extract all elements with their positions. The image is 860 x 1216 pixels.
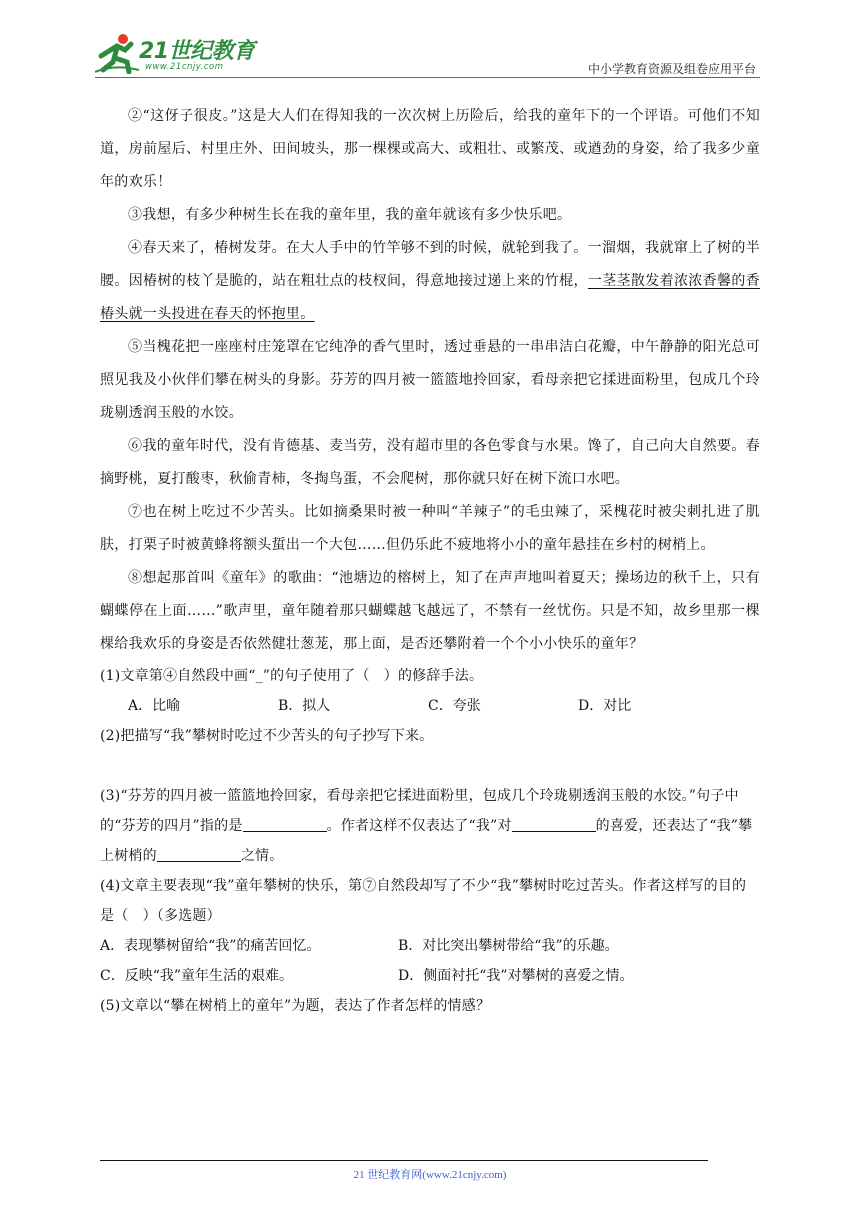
option-a[interactable]: A．表现攀树留给“我”的痛苦回忆。 [100,938,321,954]
option-d[interactable]: D．对比 [578,698,632,714]
question-2: (2)把描写“我”攀树时吃过不少苦头的句子抄写下来。 [100,728,434,744]
logo-url: www.21cnjy.com [145,62,224,72]
footer-text[interactable]: 21 世纪教育网(www.21cnjy.com) [353,1169,507,1181]
paragraph-5: ⑤当槐花把一座座村庄笼罩在它纯净的香气里时，透过垂悬的一串串洁白花瓣，中午静静的阳光总可照见我及小伙伴们攀在树头的身影。芬芳的四月被一篮篮地拎回家，看母亲把它揉进面粉里，包成几个玲珑剔透润玉般的水饺。 [100,339,760,421]
option-b[interactable]: B．对比突出攀树带给“我”的乐趣。 [398,938,619,954]
platform-name: 中小学教育资源及组卷应用平台 [587,62,756,76]
question-1: (1)文章第④自然段中画“_”的句子使用了（ ）的修辞手法。 [100,668,484,684]
answer-blank-2[interactable] [512,817,596,832]
paragraph-8: ⑧想起那首叫《童年》的歌曲：“池塘边的榕树上，知了在声声地叫着夏天；操场边的秋千上，只有蝴蝶停在上面……”歌声里，童年随着那只蝴蝶越飞越远了，不禁有一丝忧伤。只是不知，故乡里那一棵棵给我欢乐的身姿是否依然健壮葱茏，那上面，是否还攀附着一个个小小快乐的童年？ [100,570,760,652]
paragraph-3: ③我想，有多少种树生长在我的童年里，我的童年就该有多少快乐吧。 [128,207,572,223]
question-5: (5)文章以“攀在树梢上的童年”为题，表达了作者怎样的情感？ [100,998,491,1014]
paragraph-7: ⑦也在树上吃过不少苦头。比如摘桑果时被一种叫“羊辣子”的毛虫辣了，采槐花时被尖刺扎进了肌肤，打栗子时被黄蜂将额头蜇出一个大包……但仍乐此不疲地将小小的童年悬挂在乡村的树梢上。 [100,504,760,553]
answer-space-2[interactable] [100,751,760,781]
answer-blank-3[interactable] [157,847,241,862]
underlined-sentence: 一茎茎散发着浓浓香馨的香椿头就一头投进在春天的怀抱里。 [100,273,760,322]
question-1-options [100,691,760,721]
paragraph-4-text: ④春天来了，椿树发芽。在大人手中的竹竿够不到的时候，就轮到我了。一溜烟，我就窜上了树的半腰。因椿树的枝丫是脆的，站在粗壮点的枝杈间，得意地接过递上来的竹棍， [100,240,760,289]
paragraph-6: ⑥我的童年时代，没有肯德基、麦当劳，没有超市里的各色零食与水果。馋了，自己向大自然要。春摘野桃，夏打酸枣，秋偷青柿，冬掏鸟蛋，不会爬树，那你就只好在树下流口水吧。 [100,438,760,487]
document-body [100,100,760,1021]
question-4-options-row-1 [100,931,760,961]
option-c[interactable]: C．反映“我”童年生活的艰难。 [100,968,294,984]
footer-divider [100,1160,708,1161]
site-logo[interactable] [95,32,265,74]
question-3: (3)“芬芳的四月被一篮篮地拎回家，看母亲把它揉进面粉里，包成几个玲珑剔透润玉般的水饺。”句子中的“芬芳的四月”指的是 。作者这样不仅表达了“我”对 的喜爱，还表达了“我”攀上树梢的 之情。 [100,788,753,864]
question-4-options-row-2 [100,961,760,991]
answer-blank-1[interactable] [243,817,327,832]
option-a[interactable]: A．比喻 [128,698,181,714]
paragraph-2: ②“这伢子很皮。”这是大人们在得知我的一次次树上历险后，给我的童年下的一个评语。可他们不知道，房前屋后、村里庄外、田间坡头，那一棵棵或高大、或粗壮、或繁茂、或遒劲的身姿，给了我多少童年的欢乐！ [100,108,760,190]
option-d[interactable]: D．侧面衬托“我”对攀树的喜爱之情。 [398,968,634,984]
logo-text: 21世纪教育 [139,39,255,64]
page-header [95,30,760,78]
question-4: (4)文章主要表现“我”童年攀树的快乐，第⑦自然段却写了不少“我”攀树时吃过苦头。作者这样写的目的是（ ）（多选题） [100,878,747,924]
option-b[interactable]: B．拟人 [278,698,331,714]
option-c[interactable]: C．夸张 [428,698,481,714]
paragraph-4 [100,232,760,331]
runner-logo-icon [95,32,139,74]
header-divider [95,77,760,78]
